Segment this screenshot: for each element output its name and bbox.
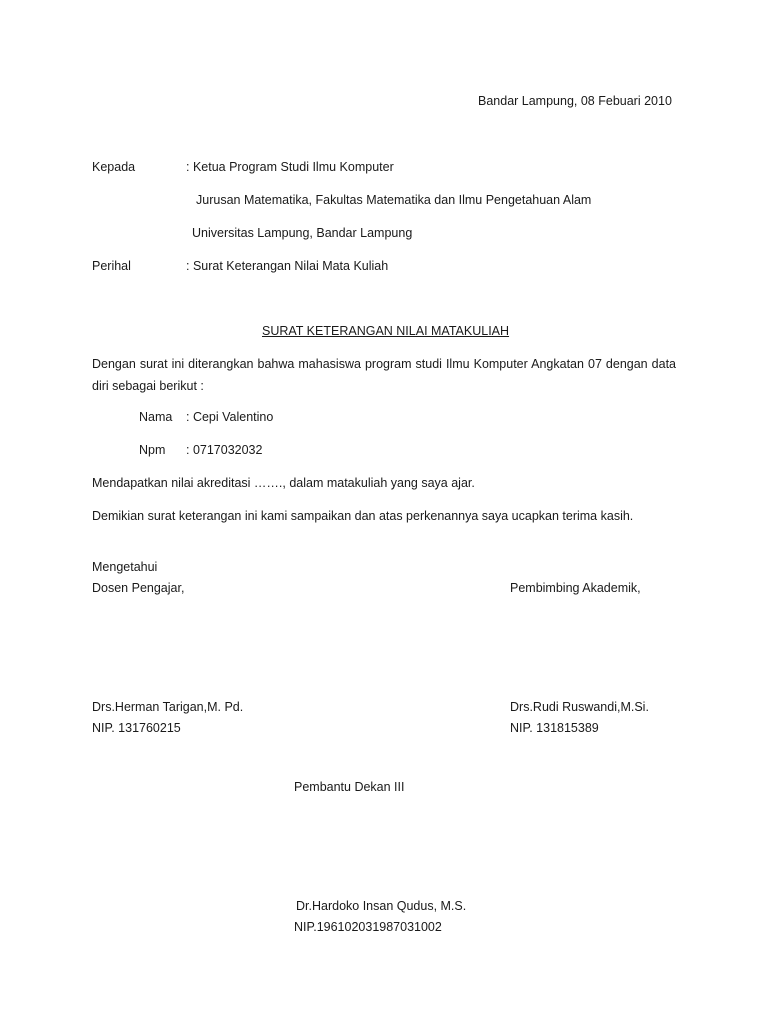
left-signer-nip: NIP. 131760215 [92, 721, 181, 735]
left-signer-name: Drs.Herman Tarigan,M. Pd. [92, 700, 244, 714]
kepada-line-3: Universitas Lampung, Bandar Lampung [192, 226, 413, 240]
npm-value: : 0717032032 [186, 443, 263, 457]
kepada-line-2: Jurusan Matematika, Fakultas Matematika dan Ilmu Pengetahuan Alam [196, 193, 592, 207]
right-signer-nip: NIP. 131815389 [510, 721, 599, 735]
letter-date: Bandar Lampung, 08 Febuari 2010 [478, 94, 672, 108]
left-signer-role: Dosen Pengajar, [92, 581, 185, 595]
perihal-value: : Surat Keterangan Nilai Mata Kuliah [186, 259, 389, 273]
intro-paragraph: Dengan surat ini diterangkan bahwa mahasiswa program studi Ilmu Komputer Angkatan 07 dengan data diri sebagai berikut : [92, 357, 676, 393]
nama-value: : Cepi Valentino [186, 410, 274, 424]
right-signer-name: Drs.Rudi Ruswandi,M.Si. [510, 700, 649, 714]
npm-label: Npm [139, 443, 166, 457]
letter-title: SURAT KETERANGAN NILAI MATAKULIAH [262, 324, 510, 338]
bottom-signer-name: Dr.Hardoko Insan Qudus, M.S. [296, 899, 467, 913]
body-paragraph-1: Mendapatkan nilai akreditasi ……., dalam matakuliah yang saya ajar. [92, 476, 475, 490]
body-paragraph-2: Demikian surat keterangan ini kami sampaikan dan atas perkenannya saya ucapkan terima kasih. [92, 509, 634, 523]
kepada-label: Kepada [92, 160, 136, 174]
bottom-signer-role: Pembantu Dekan III [294, 780, 405, 794]
nama-label: Nama [139, 410, 173, 424]
mengetahui-label: Mengetahui [92, 560, 158, 574]
perihal-label: Perihal [92, 259, 131, 273]
bottom-signer-nip: NIP.196102031987031002 [294, 920, 442, 934]
right-signer-role: Pembimbing Akademik, [510, 581, 641, 595]
kepada-line-1: : Ketua Program Studi Ilmu Komputer [186, 160, 394, 174]
